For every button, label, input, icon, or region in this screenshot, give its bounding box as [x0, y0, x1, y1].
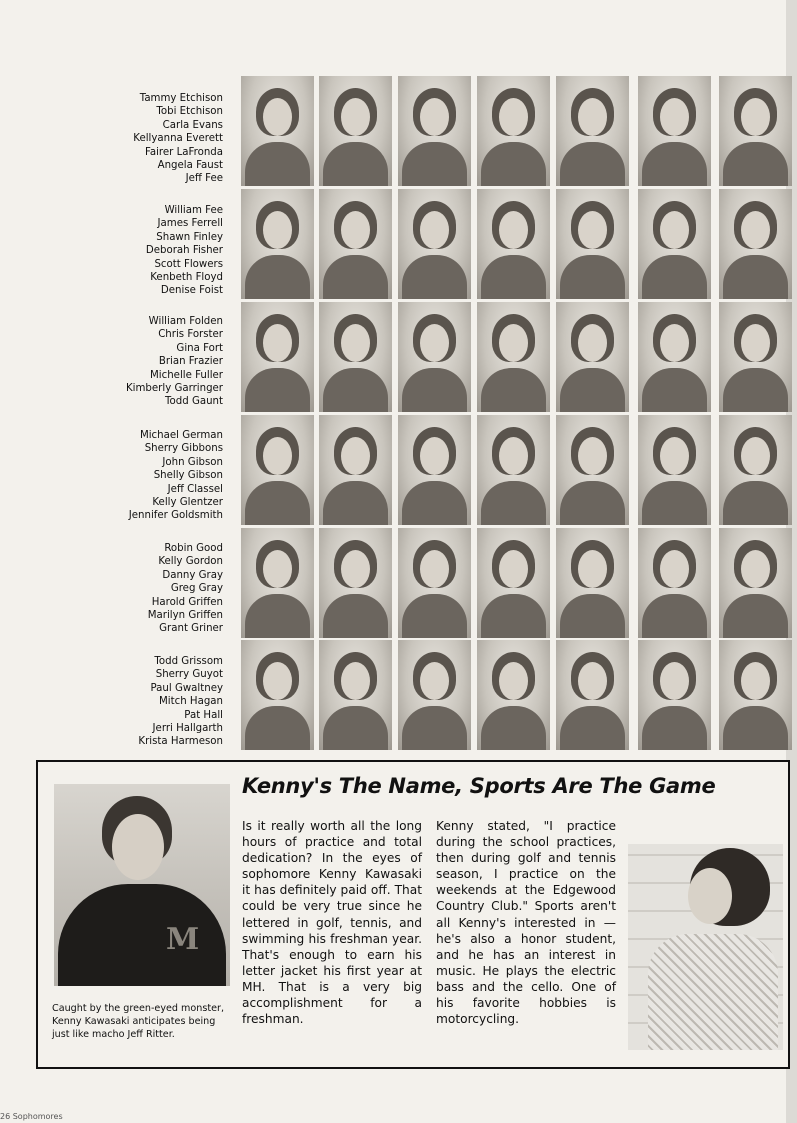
student-name: Kellyanna Everett	[133, 133, 223, 145]
student-name: Kimberly Garringer	[126, 383, 223, 395]
student-portrait	[638, 302, 711, 412]
student-portrait	[719, 415, 792, 525]
student-name: Shawn Finley	[156, 231, 223, 243]
student-name: Kenbeth Floyd	[150, 272, 223, 284]
student-name: Fairer LaFronda	[144, 146, 223, 158]
feature-headline: Kenny's The Name, Sports Are The Game	[242, 774, 716, 798]
student-name: Denise Foist	[160, 285, 223, 297]
student-name: Todd Gaunt	[165, 396, 223, 408]
student-portrait	[719, 302, 792, 412]
student-portrait	[556, 189, 629, 299]
student-name: Deborah Fisher	[145, 245, 223, 257]
name-list-row-6	[60, 655, 223, 749]
student-portrait	[241, 76, 314, 186]
student-portrait	[319, 189, 392, 299]
name-list-row-5	[60, 542, 223, 636]
student-portrait	[319, 640, 392, 750]
student-portrait	[638, 415, 711, 525]
student-name: Sherry Gibbons	[144, 443, 223, 455]
student-portrait	[556, 528, 629, 638]
student-portrait	[638, 76, 711, 186]
student-name: Todd Grissom	[154, 656, 223, 667]
student-portrait	[241, 415, 314, 525]
student-portrait	[477, 528, 550, 638]
student-portrait	[556, 76, 629, 186]
feature-story-box	[36, 760, 790, 1069]
page-folio: 26 Sophomores	[0, 1112, 63, 1121]
student-portrait	[241, 302, 314, 412]
student-name: James Ferrell	[157, 218, 223, 230]
student-name: Harold Griffen	[151, 596, 223, 608]
student-portrait	[477, 415, 550, 525]
student-name: Jeff Fee	[185, 173, 223, 185]
name-list-row-4	[60, 429, 223, 523]
student-portrait	[319, 528, 392, 638]
student-portrait	[719, 528, 792, 638]
student-name: Jeff Classel	[167, 483, 223, 495]
article-column-2: Kenny stated, "I practice during the school practices, then during golf and tennis season, I practice on the weekends at the Edgewood Country Club." Sports aren't all Kenny's interested in — he's also a honor student, and he has an interest in music. He plays the electric bass and the cello. One of his favorite hobbies is motorcycling.	[436, 819, 616, 1027]
student-portrait	[638, 189, 711, 299]
jacket-letter: M	[166, 922, 200, 957]
student-name: Gina Fort	[176, 342, 223, 354]
student-portrait	[638, 640, 711, 750]
student-name: Kelly Glentzer	[152, 497, 223, 509]
student-name: Tammy Etchison	[139, 93, 223, 104]
student-portrait	[398, 189, 471, 299]
student-portrait	[719, 189, 792, 299]
student-portrait	[638, 528, 711, 638]
student-portrait	[477, 640, 550, 750]
kenny-letter-jacket-photo	[54, 784, 230, 986]
student-portrait	[556, 302, 629, 412]
student-name: Scott Flowers	[154, 258, 223, 270]
student-portrait	[241, 640, 314, 750]
student-name: Krista Harmeson	[138, 736, 223, 748]
student-name: Robin Good	[164, 543, 223, 554]
student-name: William Fee	[164, 205, 223, 216]
student-name: Shelly Gibson	[153, 470, 223, 482]
student-name: Grant Griner	[159, 623, 223, 635]
photo-caption: Caught by the green-eyed monster, Kenny Kawasaki anticipates being just like macho Jeff Ritter.	[52, 1003, 224, 1040]
student-portrait	[319, 302, 392, 412]
student-name: John Gibson	[162, 456, 223, 468]
name-list-row-3	[60, 315, 223, 409]
student-name: Paul Gwaltney	[150, 682, 223, 694]
student-name: Michael German	[139, 430, 223, 441]
student-portrait	[477, 302, 550, 412]
student-name: William Folden	[148, 316, 223, 327]
kenny-music-photo	[628, 844, 783, 1050]
student-name: Mitch Hagan	[159, 696, 223, 708]
student-name: Chris Forster	[158, 329, 223, 341]
student-portrait	[319, 76, 392, 186]
student-name: Marilyn Griffen	[147, 610, 223, 622]
student-name: Tobi Etchison	[156, 106, 223, 118]
student-portrait	[241, 528, 314, 638]
student-portrait	[556, 415, 629, 525]
student-name: Jennifer Goldsmith	[128, 510, 223, 522]
student-portrait	[398, 76, 471, 186]
student-portrait	[719, 76, 792, 186]
student-name: Danny Gray	[162, 569, 223, 581]
student-portrait	[398, 528, 471, 638]
article-column-1: Is it really worth all the long hours of practice and total dedication? In the eyes of sophomore Kenny Kawasaki it has definitely paid off. That could be very true since he lettered in golf, tennis, and swimming his freshman year. That's enough to earn his letter jacket his first year at MH. That is a very big accomplishment for a freshman.	[242, 819, 422, 1027]
student-name: Jerri Hallgarth	[152, 723, 223, 735]
student-name: Pat Hall	[184, 709, 223, 721]
student-portrait	[398, 415, 471, 525]
name-list-row-1	[60, 92, 223, 186]
student-name: Carla Evans	[162, 119, 223, 131]
student-name: Sherry Guyot	[155, 669, 223, 681]
student-name: Angela Faust	[157, 160, 223, 172]
student-portrait	[719, 640, 792, 750]
student-portrait	[241, 189, 314, 299]
student-portrait	[477, 76, 550, 186]
student-name: Greg Gray	[170, 583, 223, 595]
name-list-row-2	[60, 204, 223, 298]
student-portrait	[556, 640, 629, 750]
student-name: Kelly Gordon	[158, 556, 223, 568]
student-portrait	[477, 189, 550, 299]
student-portrait	[319, 415, 392, 525]
student-portrait	[398, 640, 471, 750]
student-name: Michelle Fuller	[150, 369, 223, 381]
student-name: Brian Frazier	[158, 356, 223, 368]
student-portrait	[398, 302, 471, 412]
